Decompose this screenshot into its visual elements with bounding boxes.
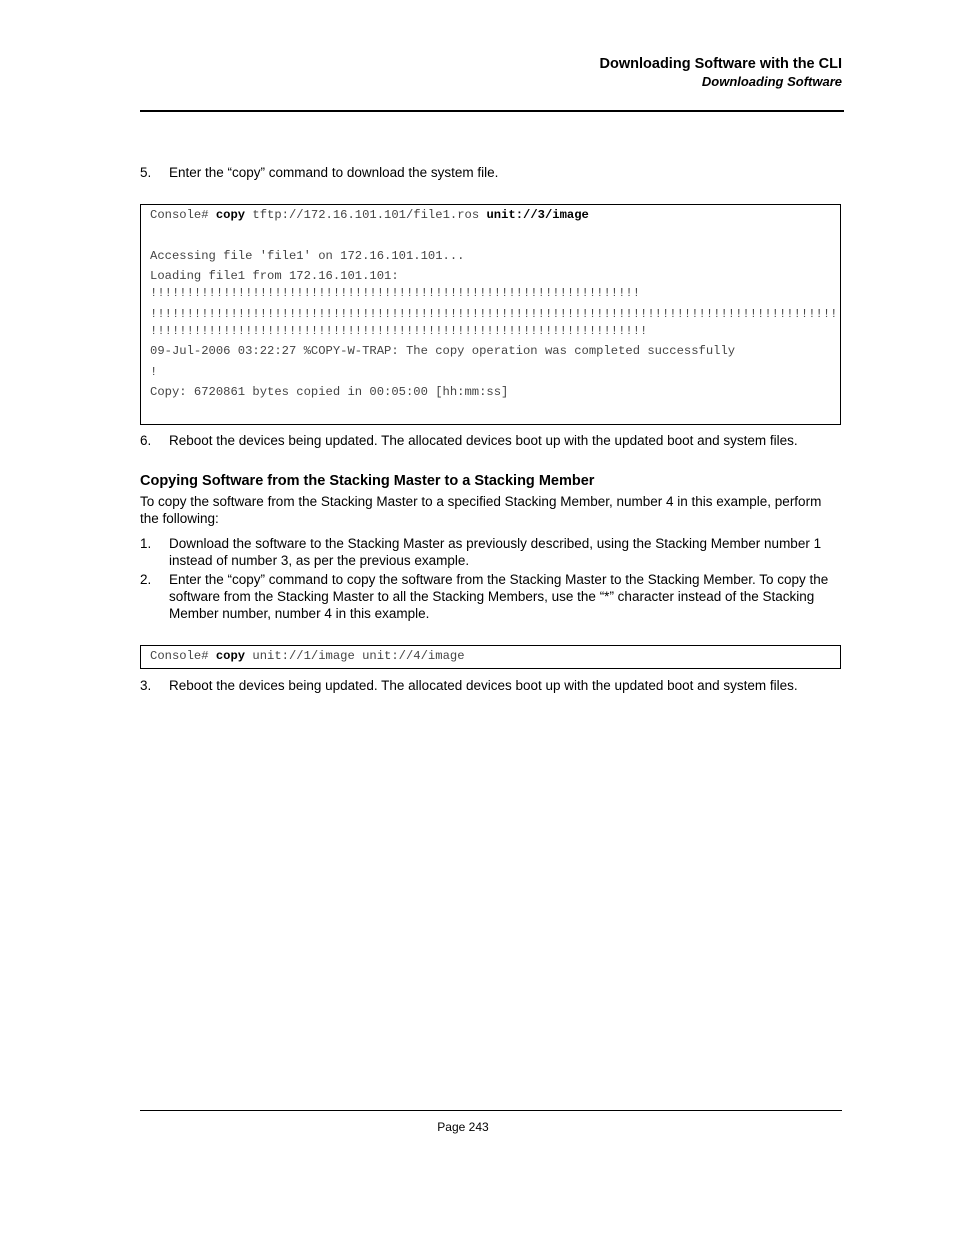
list-item-1 xyxy=(140,535,844,569)
code-line: Accessing file 'file1' on 172.16.101.101... xyxy=(150,249,465,263)
code-line: Copy: 6720861 bytes copied in 00:05:00 [hh:mm:ss] xyxy=(150,385,509,399)
code-line: 09-Jul-2006 03:22:27 %COPY-W-TRAP: The copy operation was completed successfully xyxy=(150,344,736,358)
header-title: Downloading Software with the CLI xyxy=(599,56,842,72)
code-line-command xyxy=(150,208,589,222)
step-number: 3. xyxy=(140,678,152,693)
code-args: unit://1/image unit://4/image xyxy=(245,649,465,663)
header-rule xyxy=(140,110,844,112)
header-subtitle: Downloading Software xyxy=(701,74,842,89)
code-source: tftp://172.16.101.101/file1.ros xyxy=(245,208,487,222)
code-prompt: Console# xyxy=(150,649,216,663)
step-text: Reboot the devices being updated. The allocated devices boot up with the updated boot and system files. xyxy=(169,433,798,448)
list-item-3 xyxy=(140,677,844,694)
code-keyword: copy xyxy=(215,649,246,663)
step-text: Enter the “copy” command to copy the software from the Stacking Master to the Stacking Member. To copy the software from the Stacking Master to all the Stacking Members, use the “*” character instead of the Stacking Member number, number 4 in this example. xyxy=(169,572,829,621)
code-block-copy-unit xyxy=(140,645,841,669)
code-destination: unit://3/image xyxy=(486,208,589,222)
running-header xyxy=(600,55,842,90)
code-line: !!!!!!!!!!!!!!!!!!!!!!!!!!!!!!!!!!!!!!!!!!!!!!!!!!!!!!!!!!!!!!!!!!!! xyxy=(150,324,648,338)
step-5 xyxy=(140,164,844,181)
list-item-2 xyxy=(140,571,844,622)
step-6 xyxy=(140,432,844,449)
code-keyword: copy xyxy=(215,208,246,222)
page-number: Page 243 xyxy=(437,1120,489,1134)
code-prompt: Console# xyxy=(150,208,216,222)
step-text: Enter the “copy” command to download the system file. xyxy=(169,165,499,180)
footer-rule xyxy=(140,1110,842,1111)
code-line: ! xyxy=(150,365,158,379)
section-heading: Copying Software from the Stacking Master to a Stacking Member xyxy=(140,473,595,489)
code-line: !!!!!!!!!!!!!!!!!!!!!!!!!!!!!!!!!!!!!!!!!!!!!!!!!!!!!!!!!!!!!!!!!!!!!!!!!!!!!!!!!!!!!!!!!!!!!! xyxy=(150,307,838,321)
step-text: Reboot the devices being updated. The allocated devices boot up with the updated boot and system files. xyxy=(169,678,798,693)
step-text: Download the software to the Stacking Master as previously described, using the Stacking Member number 1 instead of number 3, as per the previous example. xyxy=(169,536,822,568)
code-line: Loading file1 from 172.16.101.101: xyxy=(150,269,399,283)
code-line: !!!!!!!!!!!!!!!!!!!!!!!!!!!!!!!!!!!!!!!!!!!!!!!!!!!!!!!!!!!!!!!!!!! xyxy=(150,286,641,300)
step-number: 2. xyxy=(140,572,152,587)
step-number: 1. xyxy=(140,536,152,551)
section-intro: To copy the software from the Stacking Master to a specified Stacking Member, number 4 in this example, perform the following: xyxy=(140,494,822,526)
code-block-download xyxy=(140,204,841,425)
step-number: 5. xyxy=(140,165,152,180)
code-line-command xyxy=(150,649,465,663)
step-number: 6. xyxy=(140,433,152,448)
